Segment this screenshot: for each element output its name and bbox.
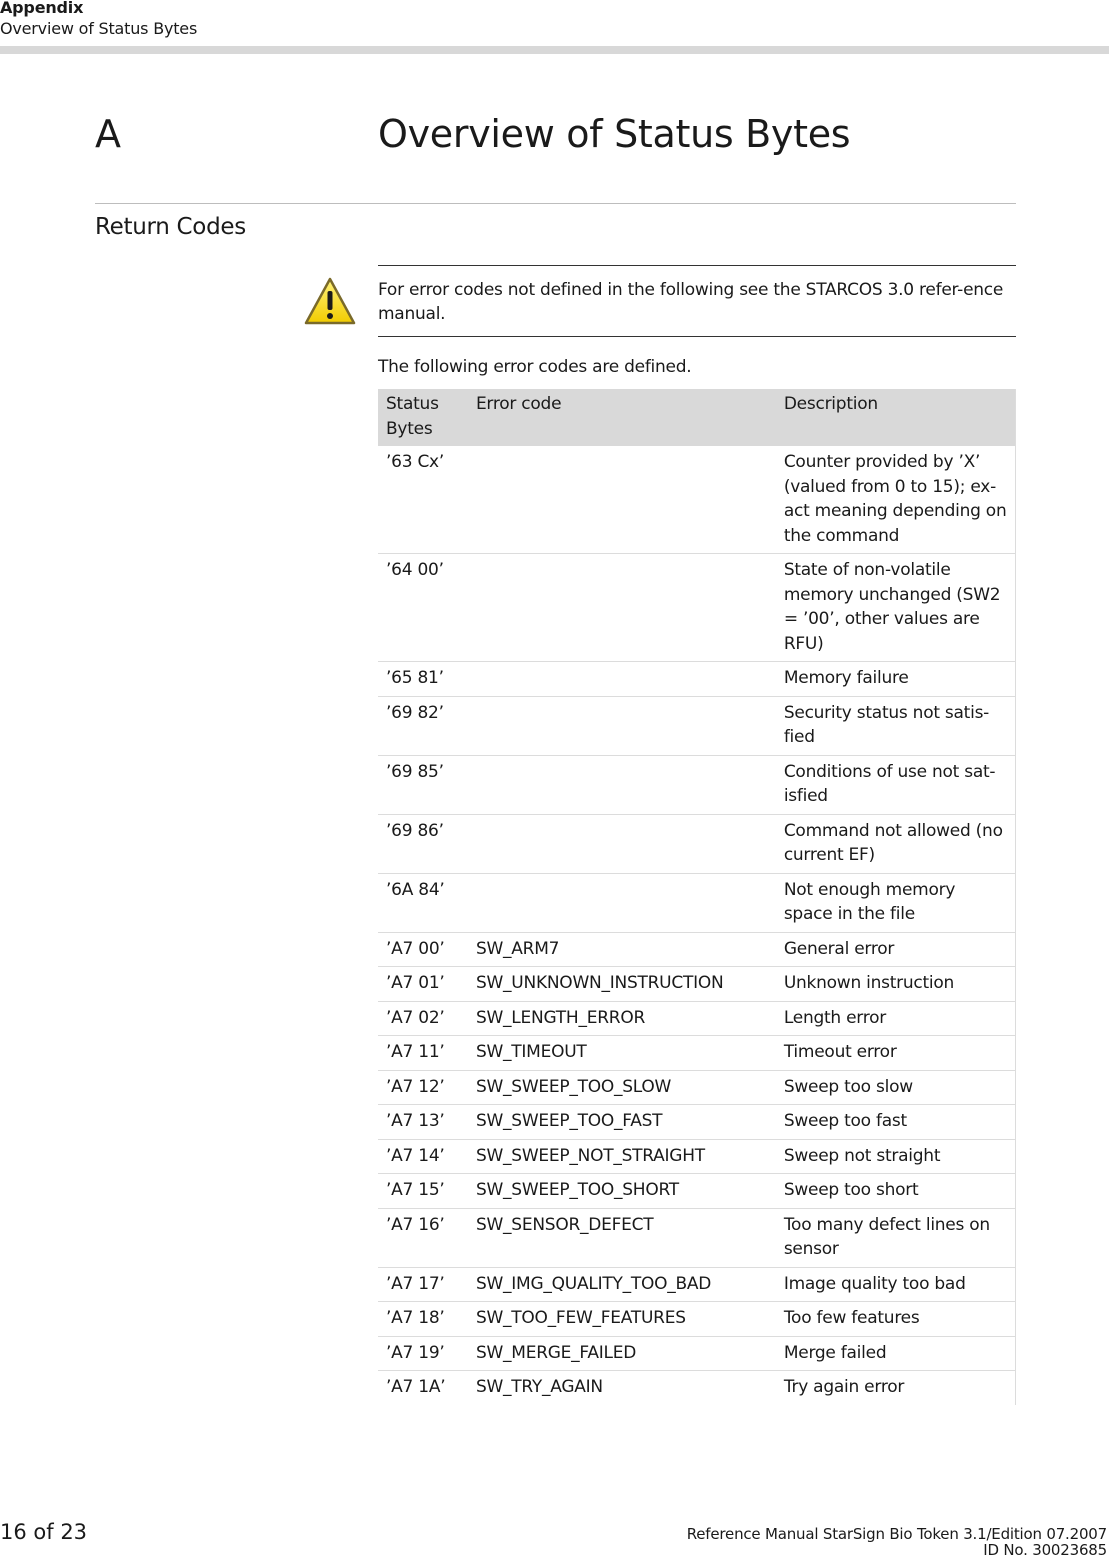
column-header-error-code: Error code bbox=[468, 389, 776, 446]
footer-doc-info bbox=[687, 1526, 1107, 1558]
column-header-status: Status Bytes bbox=[378, 389, 468, 446]
table-row bbox=[378, 662, 1016, 697]
error-code-cell: SW_TIMEOUT bbox=[468, 1036, 776, 1071]
error-code-cell: SW_SENSOR_DEFECT bbox=[468, 1208, 776, 1267]
status-bytes-table bbox=[378, 389, 1016, 1405]
error-code-cell: SW_LENGTH_ERROR bbox=[468, 1001, 776, 1036]
description-cell: Sweep too fast bbox=[776, 1105, 1016, 1140]
chapter-title: Overview of Status Bytes bbox=[378, 112, 851, 156]
error-code-cell bbox=[468, 446, 776, 554]
table-row bbox=[378, 814, 1016, 873]
error-code-cell: SW_MERGE_FAILED bbox=[468, 1336, 776, 1371]
status-bytes-cell: ’A7 19’ bbox=[378, 1336, 468, 1371]
description-cell: Length error bbox=[776, 1001, 1016, 1036]
table-row bbox=[378, 1336, 1016, 1371]
error-code-cell: SW_SWEEP_TOO_FAST bbox=[468, 1105, 776, 1140]
description-cell: Too many defect lines on sensor bbox=[776, 1208, 1016, 1267]
table-row bbox=[378, 873, 1016, 932]
footer-doc-line: Reference Manual StarSign Bio Token 3.1/Edition 07.2007 bbox=[686, 1525, 1107, 1543]
status-bytes-cell: ’A7 18’ bbox=[378, 1302, 468, 1337]
description-cell: Image quality too bad bbox=[776, 1267, 1016, 1302]
status-bytes-cell: ’63 Cx’ bbox=[378, 446, 468, 554]
status-bytes-cell: ’A7 11’ bbox=[378, 1036, 468, 1071]
note-text: For error codes not defined in the following see the STARCOS 3.0 refer-ence manual. bbox=[378, 280, 1004, 324]
description-cell: Too few features bbox=[776, 1302, 1016, 1337]
error-code-cell bbox=[468, 696, 776, 755]
header-rule bbox=[0, 46, 1109, 54]
description-cell: Timeout error bbox=[776, 1036, 1016, 1071]
error-code-cell bbox=[468, 662, 776, 697]
footer-id-line: ID No. 30023685 bbox=[983, 1541, 1107, 1559]
description-cell: Unknown instruction bbox=[776, 967, 1016, 1002]
description-cell: Merge failed bbox=[776, 1336, 1016, 1371]
table-row bbox=[378, 967, 1016, 1002]
description-cell: Sweep not straight bbox=[776, 1139, 1016, 1174]
status-bytes-cell: ’A7 02’ bbox=[378, 1001, 468, 1036]
error-code-cell bbox=[468, 814, 776, 873]
status-bytes-cell: ’A7 00’ bbox=[378, 932, 468, 967]
status-bytes-cell: ’69 86’ bbox=[378, 814, 468, 873]
status-bytes-cell: ’A7 13’ bbox=[378, 1105, 468, 1140]
error-code-cell: SW_UNKNOWN_INSTRUCTION bbox=[468, 967, 776, 1002]
status-bytes-cell: ’69 82’ bbox=[378, 696, 468, 755]
error-code-cell: SW_IMG_QUALITY_TOO_BAD bbox=[468, 1267, 776, 1302]
table-header-row bbox=[378, 389, 1016, 446]
table-row bbox=[378, 1036, 1016, 1071]
column-header-description: Description bbox=[776, 389, 1016, 446]
error-code-cell: SW_SWEEP_TOO_SHORT bbox=[468, 1174, 776, 1209]
status-bytes-cell: ’A7 1A’ bbox=[386, 1377, 446, 1397]
table-row bbox=[378, 696, 1016, 755]
page-header bbox=[0, 0, 1109, 56]
note-bottom-rule bbox=[378, 336, 1016, 337]
header-subsection: Overview of Status Bytes bbox=[0, 19, 198, 38]
description-cell: State of non-volatile memory unchanged (SW2 = ’00’, other values are RFU) bbox=[776, 554, 1016, 662]
description-cell: Counter provided by ’X’ (valued from 0 to 15); ex-act meaning depending on the command bbox=[776, 446, 1016, 554]
error-code-cell bbox=[468, 554, 776, 662]
status-bytes-cell: ’A7 17’ bbox=[378, 1267, 468, 1302]
description-cell: Memory failure bbox=[776, 662, 1016, 697]
table-row bbox=[378, 1302, 1016, 1337]
status-bytes-cell: ’6A 84’ bbox=[378, 873, 468, 932]
table-row bbox=[378, 932, 1016, 967]
table-row bbox=[378, 1174, 1016, 1209]
description-cell: Sweep too slow bbox=[776, 1070, 1016, 1105]
table-row bbox=[378, 1139, 1016, 1174]
status-bytes-cell: ’69 85’ bbox=[378, 755, 468, 814]
status-bytes-cell: ’A7 16’ bbox=[378, 1208, 468, 1267]
table-row bbox=[378, 554, 1016, 662]
error-code-cell: SW_TRY_AGAIN bbox=[475, 1377, 603, 1397]
description-cell: Try again error bbox=[776, 1371, 1016, 1405]
table-row bbox=[378, 1105, 1016, 1140]
error-code-cell bbox=[468, 873, 776, 932]
description-cell: Not enough memory space in the file bbox=[776, 873, 1016, 932]
table-row bbox=[378, 1371, 1016, 1405]
description-cell: Sweep too short bbox=[776, 1174, 1016, 1209]
table-row bbox=[378, 1208, 1016, 1267]
table-row bbox=[378, 1001, 1016, 1036]
chapter-letter: A bbox=[95, 112, 121, 156]
error-code-cell: SW_SWEEP_NOT_STRAIGHT bbox=[468, 1139, 776, 1174]
error-code-cell: SW_SWEEP_TOO_SLOW bbox=[468, 1070, 776, 1105]
section-divider bbox=[95, 203, 1016, 204]
table-row bbox=[378, 446, 1016, 554]
status-bytes-cell: ’64 00’ bbox=[378, 554, 468, 662]
warning-icon bbox=[303, 276, 357, 328]
header-section: Appendix bbox=[0, 0, 84, 17]
note-top-rule bbox=[378, 265, 1016, 266]
error-code-cell: SW_TOO_FEW_FEATURES bbox=[468, 1302, 776, 1337]
description-cell: Conditions of use not sat-isfied bbox=[776, 755, 1016, 814]
status-bytes-cell: ’A7 15’ bbox=[378, 1174, 468, 1209]
table-row bbox=[378, 1267, 1016, 1302]
section-title: Return Codes bbox=[95, 214, 246, 240]
page-number: 16 of 23 bbox=[0, 1520, 88, 1544]
description-cell: Command not allowed (no current EF) bbox=[776, 814, 1016, 873]
error-code-cell: SW_ARM7 bbox=[468, 932, 776, 967]
table-row bbox=[378, 755, 1016, 814]
intro-text: The following error codes are defined. bbox=[378, 357, 692, 377]
status-bytes-cell: ’65 81’ bbox=[378, 662, 468, 697]
error-code-cell bbox=[468, 755, 776, 814]
status-bytes-cell: ’A7 12’ bbox=[378, 1070, 468, 1105]
table-row bbox=[378, 1070, 1016, 1105]
description-cell: General error bbox=[776, 932, 1016, 967]
description-cell: Security status not satis-fied bbox=[776, 696, 1016, 755]
status-bytes-cell: ’A7 01’ bbox=[378, 967, 468, 1002]
status-bytes-cell: ’A7 14’ bbox=[378, 1139, 468, 1174]
